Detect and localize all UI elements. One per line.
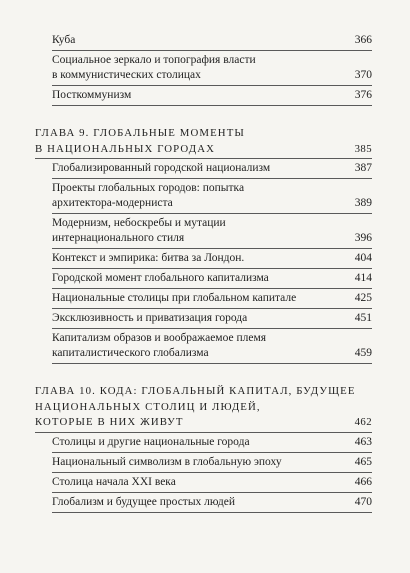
entry-page-number: 459	[354, 347, 372, 359]
entry-title: Глобализированный городской национализм	[52, 162, 271, 174]
chapter-title: НАЦИОНАЛЬНЫХ СТОЛИЦ И ЛЮДЕЙ,	[35, 400, 261, 413]
toc-entry-line	[0, 231, 410, 246]
entry-rule	[52, 363, 372, 364]
chapter-heading-line	[0, 400, 410, 415]
entry-page-number: 387	[354, 162, 372, 174]
entry-page-number: 463	[354, 435, 372, 448]
entry-page-number: 396	[354, 232, 372, 244]
toc-entry-line	[0, 161, 410, 176]
entry-title: Столицы и другие национальные города	[52, 435, 250, 448]
entry-title: Социальное зеркало и топография власти	[52, 54, 256, 66]
entry-rule	[52, 213, 372, 214]
toc-entry-line	[0, 68, 410, 83]
toc-entry-line	[0, 88, 410, 103]
entry-title: Капитализм образов и воображаемое племя	[52, 332, 267, 344]
toc-entry-line	[0, 251, 410, 266]
entry-page-number: 470	[354, 495, 372, 508]
entry-page-number: 451	[354, 312, 372, 324]
entry-title: Посткоммунизм	[52, 89, 132, 101]
entry-title: Национальные столицы при глобальном капитале	[52, 292, 297, 304]
chapter-title: ГЛАВА 10. КОДА: ГЛОБАЛЬНЫЙ КАПИТАЛ, БУДУЩЕЕ	[35, 385, 356, 397]
entry-rule	[52, 492, 372, 493]
toc-entry-line	[0, 311, 410, 326]
entry-page-number: 370	[354, 69, 372, 81]
entry-title: интернационального стиля	[52, 232, 185, 244]
entry-title: архитектора-модерниста	[52, 197, 173, 209]
chapter-heading-line	[0, 142, 410, 157]
chapter-title: В НАЦИОНАЛЬНЫХ ГОРОДАХ	[35, 142, 216, 155]
entry-rule	[52, 308, 372, 309]
toc-entry-line	[0, 271, 410, 286]
toc-entry-line	[0, 455, 410, 470]
entry-rule	[52, 288, 372, 289]
entry-page-number: 466	[354, 475, 372, 488]
entry-rule	[52, 452, 372, 453]
chapter-rule	[35, 432, 372, 433]
entry-title: капиталистического глобализма	[52, 347, 209, 359]
chapter-heading-line	[0, 384, 410, 399]
toc-entry-line	[0, 495, 410, 510]
entry-rule	[52, 512, 372, 513]
entry-rule	[52, 328, 372, 329]
entry-title: Проекты глобальных городов: попытка	[52, 182, 245, 194]
toc-entry-line	[0, 475, 410, 490]
entry-page-number: 366	[354, 34, 372, 46]
entry-title: в коммунистических столицах	[52, 69, 201, 81]
entry-page-number: 389	[354, 197, 372, 209]
chapter-page-number: 385	[354, 142, 372, 155]
entry-rule	[52, 50, 372, 51]
entry-title: Эксклюзивность и приватизация города	[52, 312, 248, 324]
chapter-title: КОТОРЫЕ В НИХ ЖИВУТ	[35, 416, 184, 428]
entry-title: Куба	[52, 34, 76, 46]
toc-entry-line	[0, 331, 410, 346]
entry-rule	[52, 268, 372, 269]
toc-entry-line	[0, 216, 410, 231]
entry-title: Городской момент глобального капитализма	[52, 272, 269, 284]
toc-entry-line	[0, 33, 410, 48]
toc-entry-line	[0, 291, 410, 306]
entry-title: Модернизм, небоскребы и мутации	[52, 217, 226, 229]
chapter-heading-line	[0, 126, 410, 141]
entry-title: Глобализм и будущее простых людей	[52, 495, 236, 508]
toc-entry-line	[0, 435, 410, 450]
chapter-rule	[35, 158, 372, 159]
entry-page-number: 404	[354, 252, 372, 264]
entry-page-number: 465	[354, 455, 372, 468]
toc-entry-line	[0, 53, 410, 68]
chapter-heading-line	[0, 415, 410, 430]
entry-rule	[52, 472, 372, 473]
entry-rule	[52, 248, 372, 249]
entry-title: Национальный символизм в глобальную эпоху	[52, 455, 282, 468]
toc-entry-line	[0, 346, 410, 361]
chapter-page-number: 462	[354, 416, 372, 428]
entry-rule	[52, 178, 372, 179]
entry-rule	[52, 105, 372, 106]
entry-page-number: 414	[354, 272, 372, 284]
toc-entry-line	[0, 196, 410, 211]
entry-rule	[52, 85, 372, 86]
entry-title: Столица начала XXI века	[52, 475, 176, 488]
entry-page-number: 425	[354, 292, 372, 304]
toc-entry-line	[0, 181, 410, 196]
chapter-title: ГЛАВА 9. ГЛОБАЛЬНЫЕ МОМЕНТЫ	[35, 127, 245, 139]
entry-title: Контекст и эмпирика: битва за Лондон.	[52, 252, 245, 264]
entry-page-number: 376	[354, 89, 372, 101]
